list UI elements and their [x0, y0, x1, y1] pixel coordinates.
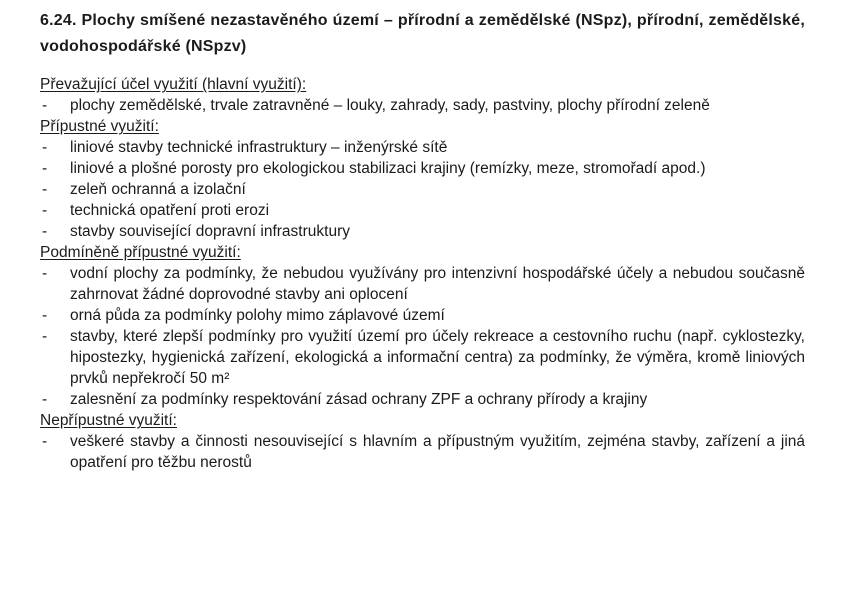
- conditional-use-list: [40, 263, 805, 410]
- heading-main-use: Převažující účel využití (hlavní využití):: [40, 76, 307, 93]
- list-item: - liniové stavby technické infrastruktury – inženýrské sítě: [40, 137, 805, 158]
- list-item: - liniové a plošné porosty pro ekologickou stabilizaci krajiny (remízky, meze, stromořadí apod.): [40, 158, 805, 179]
- permitted-use-list: [40, 137, 805, 242]
- list-item: - orná půda za podmínky polohy mimo záplavové území: [40, 305, 805, 326]
- list-item: - veškeré stavby a činnosti nesouvisející s hlavním a přípustným využitím, zejména stavby, zařízení a jiná opatření pro těžbu nerostů: [40, 431, 805, 473]
- list-item: - zalesnění za podmínky respektování zásad ochrany ZPF a ochrany přírody a krajiny: [40, 389, 805, 410]
- heading-conditional-use: Podmíněně přípustné využití:: [40, 244, 241, 261]
- main-use-list: [40, 95, 805, 116]
- list-item: - technická opatření proti erozi: [40, 200, 805, 221]
- list-item: - stavby související dopravní infrastruktury: [40, 221, 805, 242]
- section-conditional-use: [40, 242, 805, 410]
- inadmissible-use-list: [40, 431, 805, 473]
- list-item: - plochy zemědělské, trvale zatravněné – louky, zahrady, sady, pastviny, plochy přírodní zeleně: [40, 95, 805, 116]
- heading-permitted-use: Přípustné využití:: [40, 118, 159, 135]
- list-item: - zeleň ochranná a izolační: [40, 179, 805, 200]
- section-permitted-use: [40, 116, 805, 242]
- document-title: 6.24. Plochy smíšené nezastavěného území – přírodní a zemědělské (NSpz), přírodní, zemědělské, vodohospodářské (NSpzv): [40, 12, 805, 55]
- heading-inadmissible-use: Nepřípustné využití:: [40, 412, 177, 429]
- section-main-use: [40, 74, 805, 116]
- section-inadmissible-use: [40, 410, 805, 473]
- list-item: - vodní plochy za podmínky, že nebudou využívány pro intenzivní hospodářské účely a nebudou současně zahrnovat žádné doprovodné stavby ani oplocení: [40, 263, 805, 305]
- list-item: - stavby, které zlepší podmínky pro využití území pro účely rekreace a cestovního ruchu (např. cyklostezky, hipostezky, hygienická zařízení, ekologická a informační centra) za podmínky, že výměra, kromě liniových prvků nepřekročí 50 m²: [40, 326, 805, 389]
